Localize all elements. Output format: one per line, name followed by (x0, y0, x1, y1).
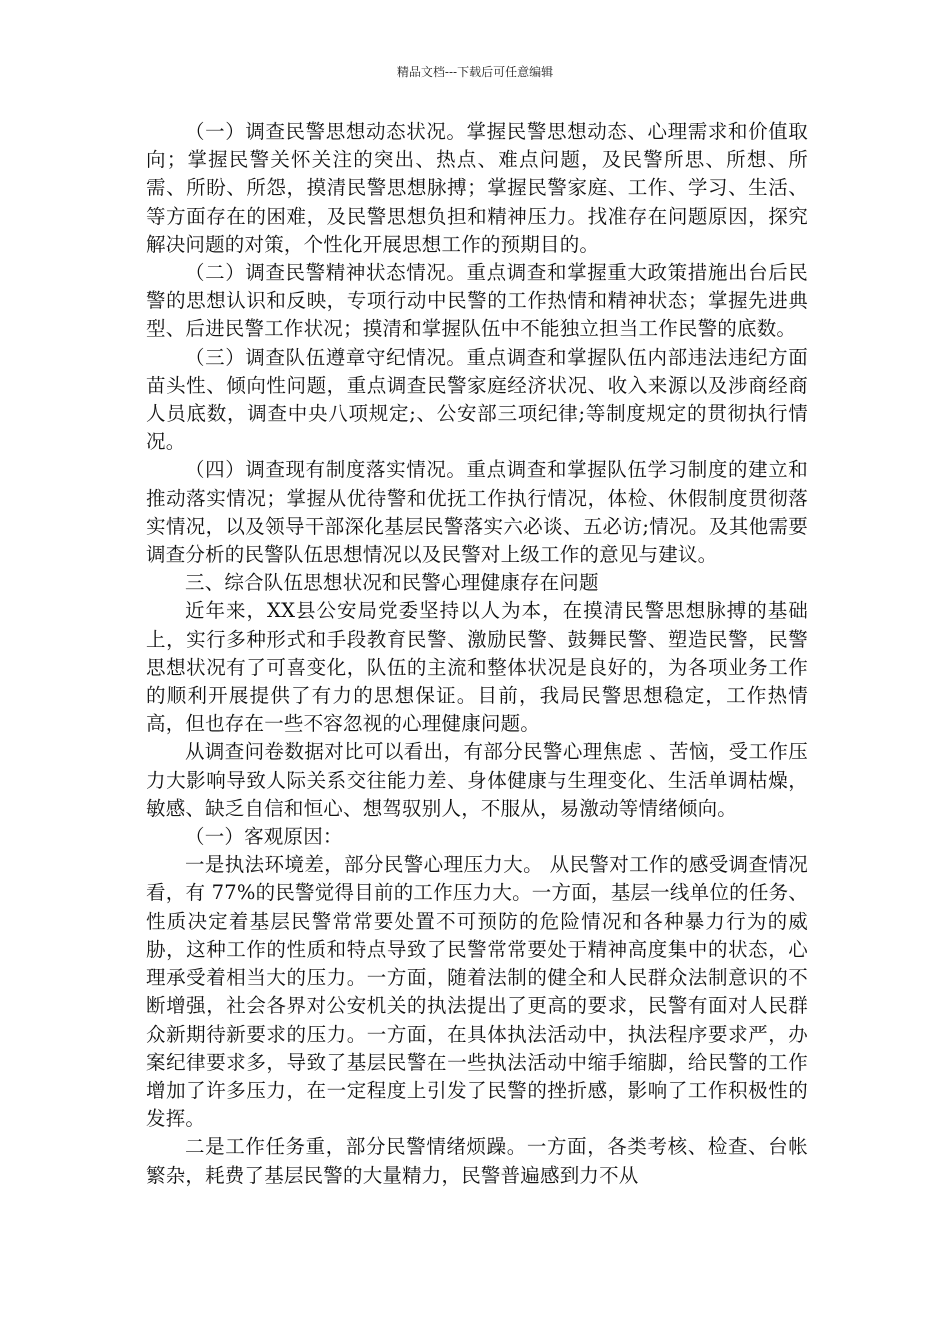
paragraph-survey-comparison: 从调查问卷数据对比可以看出，有部分民警心理焦虑 、苦恼，受工作压力大影响导致人际关系交往能力差、身体健康与生理变化、生活单调枯燥，敏感、缺乏自信和恒心、想驾驭别人，不服从，易激动等情绪倾向。 (146, 740, 808, 820)
subheading-objective-reasons: （一）客观原因： (185, 825, 343, 849)
paragraph-law-environment: 一是执法环境差，部分民警心理压力大。 从民警对工作的感受调查情况看，有 77%的民警觉得目前的工作压力大。一方面，基层一线单位的任务、性质决定着基层民警常常要处置不可预防的危险情况和各种暴力行为的威胁，这种工作的性质和特点导致了民警常常要处于精神高度集中的状态，心理承受着相当大的压力。一方面，随着法制的健全和人民群众法制意识的不断增强，社会各界对公安机关的执法提出了更高的要求，民警有面对人民群众新期待新要求的压力。一方面，在具体执法活动中，执法程序要求严，办案纪律要求多，导致了基层民警在一些执法活动中缩手缩脚，给民警的工作增加了许多压力，在一定程度上引发了民警的挫折感，影响了工作积极性的发挥。 (146, 853, 808, 1131)
paragraph-recent-years: 近年来，XX县公安局党委坚持以人为本，在摸清民警思想脉搏的基础上，实行多种形式和手段教育民警、激励民警、鼓舞民警、塑造民警，民警思想状况有了可喜变化，队伍的主流和整体状况是良好的，为各项业务工作的顺利开展提供了有力的思想保证。目前，我局民警思想稳定，工作热情高，但也存在一些不容忽视的心理健康问题。 (146, 599, 808, 736)
paragraph-investigate-discipline: （三）调查队伍遵章守纪情况。重点调查和掌握队伍内部违法违纪方面苗头性、倾向性问题，重点调查民警家庭经济状况、收入来源以及涉商经商人员底数，调查中央八项规定;、公安部三项纪律;等制度规定的贯彻执行情况。 (146, 345, 808, 454)
paragraph-investigate-systems: （四）调查现有制度落实情况。重点调查和掌握队伍学习制度的建立和推动落实情况；掌握从优待警和优抚工作执行情况，体检、休假制度贯彻落实情况，以及领导干部深化基层民警落实六必谈、五必访;情况。及其他需要调查分析的民警队伍思想情况以及民警对上级工作的意见与建议。 (146, 458, 808, 567)
page-header: 精品文档---下载后可任意编辑 (396, 65, 554, 79)
paragraph-heavy-workload: 二是工作任务重，部分民警情绪烦躁。一方面，各类考核、检查、台帐繁杂，耗费了基层民警的大量精力，民警普遍感到力不从 (146, 1135, 808, 1187)
paragraph-investigate-spirit: （二）调查民警精神状态情况。重点调查和掌握重大政策措施出台后民警的思想认识和反映，专项行动中民警的工作热情和精神状态；掌握先进典型、后进民警工作状况；摸清和掌握队伍中不能独立担当工作民警的底数。 (146, 261, 808, 341)
paragraph-investigate-thoughts: （一）调查民警思想动态状况。掌握民警思想动态、心理需求和价值取向；掌握民警关怀关注的突出、热点、难点问题，及民警所思、所想、所需、所盼、所怨，摸清民警思想脉搏；掌握民警家庭、工作、学习、生活、等方面存在的困难，及民警思想负担和精神压力。找准存在问题原因，探究解决问题的对策，个性化开展思想工作的预期目的。 (146, 120, 808, 256)
section-heading-problems: 三、综合队伍思想状况和民警心理健康存在问题 (185, 571, 599, 595)
document-body (146, 118, 808, 1190)
